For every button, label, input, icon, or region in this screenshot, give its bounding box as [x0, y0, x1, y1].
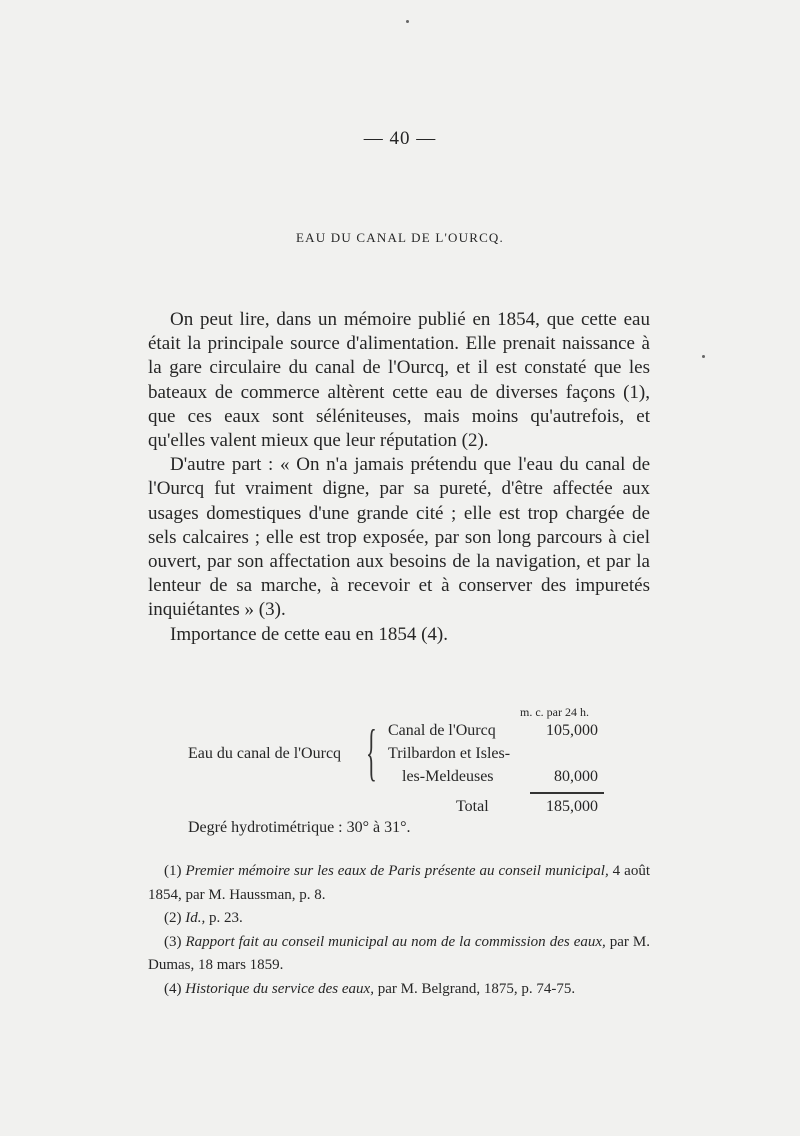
footnote-3: (3) Rapport fait au conseil municipal au nom de la commission des eaux, par M. Dumas, 18 mars 1859.	[148, 933, 651, 974]
table-row-name: les-Meldeuses	[402, 768, 494, 785]
table-row-value: 80,000	[554, 768, 598, 785]
total-value: 185,000	[546, 798, 598, 815]
footnote-2: (2) Id., p. 23.	[164, 910, 243, 927]
paragraph-3: Importance de cette eau en 1854 (4).	[170, 623, 449, 645]
hydrotimetric-degree: Degré hydrotimétrique : 30° à 31°.	[188, 819, 411, 836]
body-text	[148, 308, 650, 647]
paragraph-1: On peut lire, dans un mémoire publié en 1854, que cette eau était la principale source d'alimentation. Elle prenait naissance à la gare circulaire du canal de l'Ourcq, et il est constaté que les bateaux de commerce altèrent cette eau de diverses façons (1), que ces eaux sont séléniteuses, mais moins qu'autrefois, et qu'elles valent mieux que leur réputation (2).	[148, 309, 650, 452]
table-row-label: Eau du canal de l'Ourcq	[188, 745, 342, 762]
brace-glyph: {	[366, 716, 377, 787]
total-label: Total	[456, 798, 489, 815]
paragraph-2: D'autre part : « On n'a jamais prétendu que l'eau du canal de l'Ourcq fut vraiment digne, par sa pureté, d'être affectée aux usages domestiques d'une grande cité ; elle est trop chargée de sels calcaires ; elle est trop exposée, par son long parcours à ciel ouvert, par son affectation aux besoins de la navigation, et par la lenteur de sa marche, à recevoir et à conserver des impuretés inquiétantes » (3).	[148, 454, 650, 621]
paper-speck	[702, 355, 705, 358]
section-title: EAU DU CANAL DE L'OURCQ.	[296, 230, 504, 245]
table-row-name: Trilbardon et Isles-	[388, 745, 511, 762]
total-rule	[530, 792, 604, 794]
table-unit-header: m. c. par 24 h.	[520, 705, 589, 719]
footnote-1: (1) Premier mémoire sur les eaux de Paris présente au conseil municipal, 4 août 1854, par M. Haussman, p. 8.	[148, 863, 650, 903]
page-number: — 40 —	[363, 128, 437, 149]
paper-speck	[406, 20, 409, 23]
table-row-name: Canal de l'Ourcq	[388, 722, 496, 739]
table-row-value: 105,000	[546, 722, 598, 739]
footnotes	[148, 860, 650, 1002]
footnote-4: (4) Historique du service des eaux, par M. Belgrand, 1875, p. 74-75.	[164, 980, 576, 997]
